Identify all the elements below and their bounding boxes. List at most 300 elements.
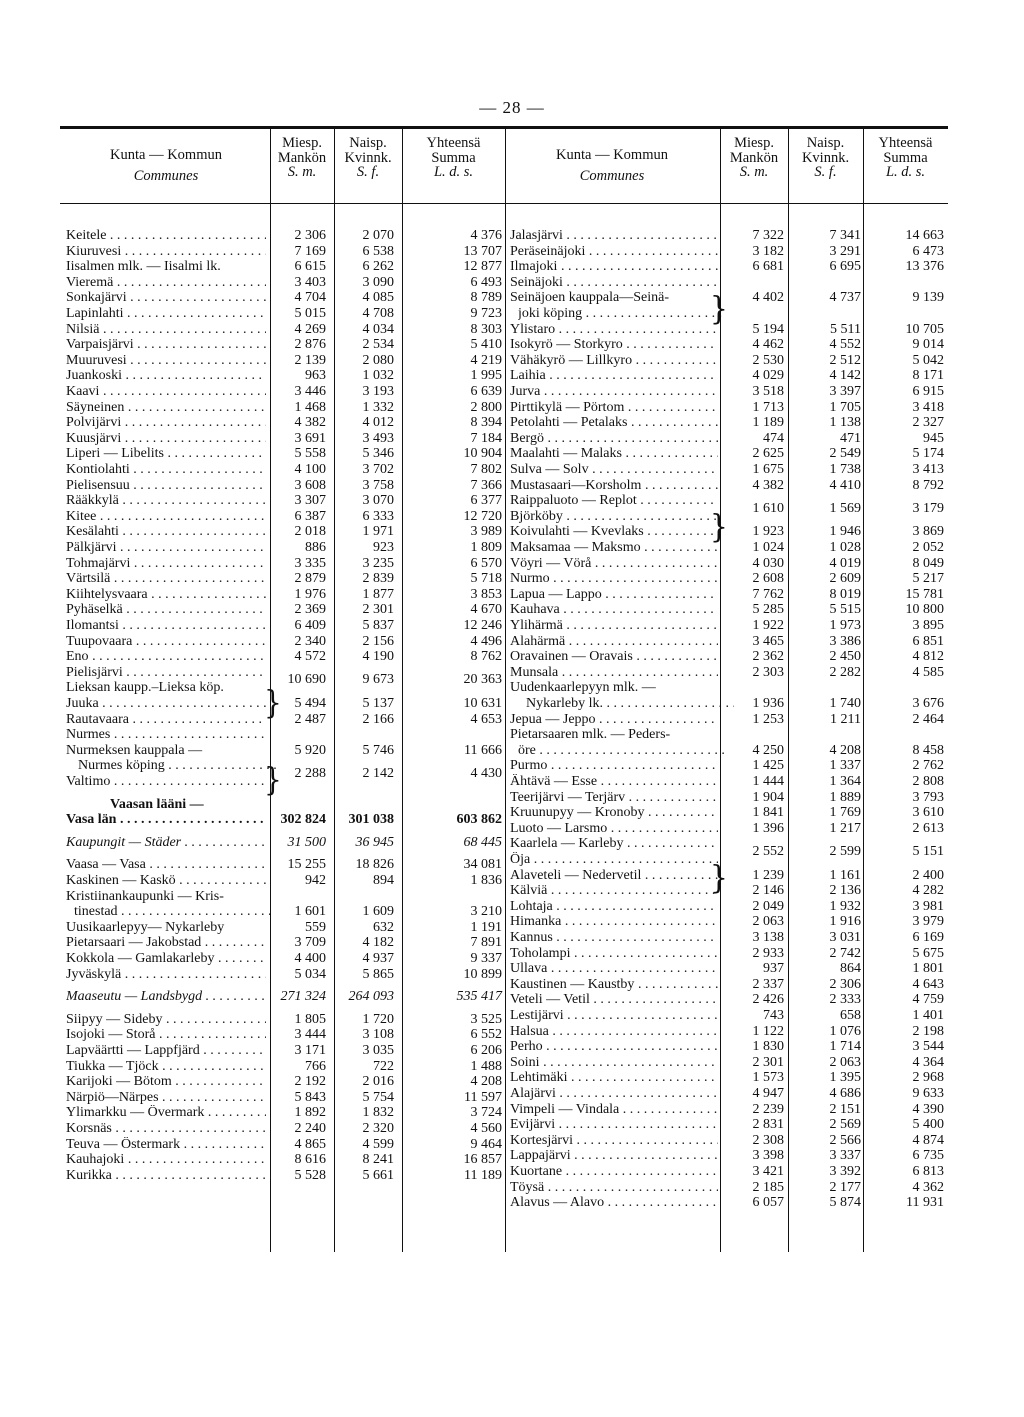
female-count: 6 538 xyxy=(362,243,394,259)
commune-name: Keitele . . . xyxy=(66,228,266,244)
grouping-brace: } xyxy=(710,507,728,546)
female-count: 2 609 xyxy=(829,571,861,587)
male-count: 5 558 xyxy=(294,446,326,462)
table-row xyxy=(506,337,950,353)
table-row xyxy=(506,244,950,260)
male-count: 1 892 xyxy=(294,1105,326,1121)
total-count: 2 464 xyxy=(912,711,944,727)
female-count: 3 031 xyxy=(829,930,861,945)
female-count: 5 874 xyxy=(829,1195,861,1211)
commune-name: Värtsilä . . . xyxy=(66,571,266,587)
commune-name: Peräseinäjoki . . . xyxy=(510,244,718,260)
male-count: 2 625 xyxy=(752,446,784,462)
commune-name: Kiuruvesi . . . xyxy=(66,244,266,260)
male-count: 1 675 xyxy=(752,462,784,477)
female-count: 18 826 xyxy=(355,857,394,873)
total-count: 9 014 xyxy=(912,337,944,353)
total-count: 2 198 xyxy=(912,1023,944,1039)
table-row xyxy=(506,1039,950,1055)
header-summa-label: Summa xyxy=(431,149,476,166)
table-row xyxy=(62,524,506,540)
male-count: 5 920 xyxy=(294,742,326,758)
commune-name: Lestijärvi . . . xyxy=(510,1008,718,1024)
table-row xyxy=(506,727,950,743)
table-row xyxy=(506,914,950,930)
commune-name: Liperi — Libelits . . . xyxy=(66,446,266,462)
table-row xyxy=(506,415,950,431)
male-count: 4 572 xyxy=(294,649,326,665)
female-count: 5 865 xyxy=(362,966,394,982)
commune-name: Lapua — Lappo . . . xyxy=(510,587,718,603)
total-count: 4 653 xyxy=(470,711,502,727)
commune-name: Öja . . . xyxy=(510,852,718,868)
table-row xyxy=(506,618,950,634)
commune-name: Luoto — Larsmo . . . xyxy=(510,821,718,837)
commune-name: Purmo . . . xyxy=(510,758,718,774)
male-count: 2 146 xyxy=(752,883,784,899)
total-count: 3 869 xyxy=(912,524,944,540)
female-count: 2 566 xyxy=(829,1132,861,1148)
commune-name: Isojoki — Storå . . . xyxy=(66,1027,266,1043)
table-row xyxy=(62,446,506,462)
header-rule xyxy=(60,203,948,204)
female-count: 7 341 xyxy=(829,228,861,243)
table-row xyxy=(62,1059,506,1075)
table-row xyxy=(62,1152,506,1168)
table-row xyxy=(506,290,950,306)
total-count: 12 246 xyxy=(463,618,502,633)
header-kvinnk-label: Kvinnk. xyxy=(801,149,850,166)
female-count: 1 916 xyxy=(829,914,861,930)
grouping-brace: } xyxy=(710,289,728,328)
table-row xyxy=(506,368,950,384)
total-count: 34 081 xyxy=(463,857,502,873)
total-count: 68 445 xyxy=(463,834,502,850)
total-count: 5 217 xyxy=(912,571,944,587)
header-communes-label: Communes xyxy=(133,167,199,184)
commune-name: Halsua . . . xyxy=(510,1024,718,1040)
female-count: 471 xyxy=(840,430,861,446)
table-row xyxy=(62,228,506,244)
total-count: 3 981 xyxy=(912,898,944,914)
male-count: 2 288 xyxy=(294,766,326,781)
table-row xyxy=(506,758,950,774)
table-row xyxy=(506,524,950,540)
female-count: 2 156 xyxy=(362,633,394,649)
male-count: 1 610 xyxy=(752,501,784,517)
female-count: 4 142 xyxy=(829,368,861,384)
male-count: 3 398 xyxy=(752,1148,784,1164)
total-count: 12 720 xyxy=(463,508,502,524)
table-row xyxy=(62,1043,506,1059)
header-summa-label: Summa xyxy=(883,149,928,166)
total-count: 6 377 xyxy=(470,493,502,509)
male-count: 15 255 xyxy=(287,857,326,873)
female-count: 1 832 xyxy=(362,1105,394,1121)
male-count: 2 369 xyxy=(294,602,326,618)
total-count: 3 210 xyxy=(470,904,502,920)
table-row xyxy=(62,493,506,509)
total-count: 3 853 xyxy=(470,586,502,602)
total-count: 4 219 xyxy=(470,352,502,368)
male-count: 1 024 xyxy=(752,540,784,555)
total-count: 7 802 xyxy=(470,462,502,477)
table-row xyxy=(62,835,506,851)
table-row xyxy=(506,556,950,572)
female-count: 8 019 xyxy=(829,586,861,602)
female-count: 2 742 xyxy=(829,945,861,961)
male-count: 3 421 xyxy=(752,1164,784,1179)
total-count: 4 496 xyxy=(470,633,502,649)
total-count: 10 631 xyxy=(463,696,502,711)
commune-name: Lappajärvi . . . xyxy=(510,1148,718,1164)
male-count: 2 308 xyxy=(752,1132,784,1148)
commune-name: Nurmo . . . xyxy=(510,571,718,587)
header-sm-label: S. m. xyxy=(287,164,317,180)
male-count: 3 691 xyxy=(294,430,326,446)
male-count: 3 446 xyxy=(294,384,326,399)
female-count: 4 737 xyxy=(829,290,861,306)
commune-name: Bergö . . . xyxy=(510,431,718,447)
table-row xyxy=(62,353,506,369)
female-count: 2 301 xyxy=(362,602,394,618)
commune-name: Teerijärvi — Terjärv . . . xyxy=(510,790,718,806)
grouping-brace: } xyxy=(264,760,282,799)
male-count: 4 947 xyxy=(752,1086,784,1101)
commune-name: Kuortane . . . xyxy=(510,1164,718,1180)
table-row xyxy=(506,478,950,494)
female-count: 1 769 xyxy=(829,805,861,821)
commune-name: Munsala . . . xyxy=(510,665,718,681)
table-row xyxy=(62,618,506,634)
table-row xyxy=(62,951,506,967)
male-count: 2 240 xyxy=(294,1121,326,1136)
female-count: 2 063 xyxy=(829,1054,861,1070)
female-count: 2 306 xyxy=(829,976,861,992)
commune-name: Valtimo . . . xyxy=(66,774,266,790)
table-row xyxy=(62,478,506,494)
table-row xyxy=(506,977,950,993)
commune-name: Lehtimäki . . . xyxy=(510,1070,718,1086)
table-row xyxy=(506,1164,950,1180)
table-row xyxy=(62,889,506,905)
male-count: 2 530 xyxy=(752,352,784,368)
table-row xyxy=(506,899,950,915)
commune-name: Ylistaro . . . xyxy=(510,322,718,338)
total-count: 9 723 xyxy=(470,306,502,321)
male-count: 3 307 xyxy=(294,493,326,509)
total-count: 8 458 xyxy=(912,742,944,758)
female-count: 2 839 xyxy=(362,571,394,587)
female-count: 923 xyxy=(373,540,394,555)
total-count: 4 812 xyxy=(912,649,944,665)
female-count: 5 346 xyxy=(362,446,394,462)
male-count: 4 029 xyxy=(752,368,784,384)
table-row xyxy=(62,904,506,920)
female-count: 5 511 xyxy=(830,321,861,337)
total-count: 10 800 xyxy=(905,602,944,618)
male-count: 4 100 xyxy=(294,462,326,477)
commune-name: Juankoski . . . xyxy=(66,368,266,384)
female-count: 3 493 xyxy=(362,430,394,446)
female-count: 4 208 xyxy=(829,742,861,758)
total-count: 10 904 xyxy=(463,446,502,462)
male-count: 1 189 xyxy=(752,415,784,431)
male-count: 2 552 xyxy=(752,844,784,860)
table-row xyxy=(506,275,950,291)
commune-name: Jepua — Jeppo . . . xyxy=(510,712,718,728)
female-count: 3 291 xyxy=(829,243,861,259)
commune-name: Kitee . . . xyxy=(66,509,266,525)
total-count: 11 666 xyxy=(464,742,502,758)
total-count: 4 430 xyxy=(470,766,502,781)
male-count: 1 841 xyxy=(752,805,784,821)
commune-name: Kurikka . . . xyxy=(66,1168,266,1184)
total-count: 9 337 xyxy=(470,951,502,966)
total-count: 2 400 xyxy=(912,867,944,883)
commune-name: Nurmeksen kauppala — xyxy=(66,742,203,758)
female-count: 4 937 xyxy=(362,951,394,966)
header-sm-label: S. m. xyxy=(739,164,769,180)
male-count: 886 xyxy=(305,540,326,555)
male-count: 1 976 xyxy=(294,586,326,602)
total-count: 7 366 xyxy=(470,477,502,493)
male-count: 3 709 xyxy=(294,935,326,951)
total-count: 10 705 xyxy=(905,321,944,337)
female-count: 3 108 xyxy=(362,1027,394,1043)
table-row xyxy=(506,946,950,962)
male-count: 2 049 xyxy=(752,898,784,914)
table-row xyxy=(506,1133,950,1149)
total-count: 11 189 xyxy=(464,1167,502,1183)
total-count: 5 042 xyxy=(912,352,944,368)
male-count: 2 362 xyxy=(752,649,784,665)
female-count: 1 211 xyxy=(830,711,861,727)
total-count: 4 643 xyxy=(912,976,944,992)
table-row xyxy=(506,446,950,462)
male-count: 3 608 xyxy=(294,477,326,493)
male-count: 5 194 xyxy=(752,321,784,337)
female-count: 5 661 xyxy=(362,1167,394,1183)
header-kunta-label: Kunta — Kommun xyxy=(110,147,222,163)
male-count: 1 830 xyxy=(752,1039,784,1055)
commune-name: Kaavi . . . xyxy=(66,384,266,400)
header-kunta-label: Kunta — Kommun xyxy=(556,147,668,163)
total-count: 3 418 xyxy=(912,399,944,415)
female-count: 1 738 xyxy=(829,462,861,477)
total-count: 1 488 xyxy=(470,1058,502,1074)
commune-name: Veteli — Vetil . . . xyxy=(510,992,718,1008)
header-lds-label: L. d. s. xyxy=(433,164,474,180)
table-row xyxy=(506,1055,950,1071)
table-row xyxy=(62,1105,506,1121)
total-count: 6 473 xyxy=(912,243,944,259)
female-count: 2 534 xyxy=(362,337,394,353)
commune-name: Seinäjoki . . . xyxy=(510,275,718,291)
commune-name: Ähtävä — Esse . . . xyxy=(510,774,718,790)
commune-name: Rautavaara . . . xyxy=(66,712,266,728)
male-count: 3 518 xyxy=(752,384,784,399)
commune-name: Evijärvi . . . xyxy=(510,1117,718,1133)
commune-name: Eno . . . xyxy=(66,649,266,665)
female-count: 1 714 xyxy=(829,1039,861,1055)
female-count: 4 686 xyxy=(829,1086,861,1101)
total-count: 3 895 xyxy=(912,618,944,633)
female-count: 4 012 xyxy=(362,415,394,431)
total-count: 1 836 xyxy=(470,873,502,888)
female-count: 2 549 xyxy=(829,446,861,462)
male-count: 31 500 xyxy=(287,834,326,850)
table-row xyxy=(62,1121,506,1137)
commune-name: Maksamaa — Maksmo . . . xyxy=(510,540,718,556)
female-count: 4 552 xyxy=(829,337,861,353)
total-count: 4 376 xyxy=(470,228,502,243)
table-row xyxy=(62,322,506,338)
table-row xyxy=(62,743,506,759)
male-count: 937 xyxy=(763,961,784,977)
table-row xyxy=(506,431,950,447)
male-count: 3 138 xyxy=(752,930,784,945)
header-miesp-label: Miesp. xyxy=(734,135,774,151)
table-row xyxy=(506,322,950,338)
total-count: 2 762 xyxy=(912,758,944,774)
commune-name: Kauhajoki . . . xyxy=(66,1152,266,1168)
male-count: 3 444 xyxy=(294,1027,326,1043)
commune-name: Nurmes . . . xyxy=(66,727,266,743)
total-count: 3 979 xyxy=(912,914,944,930)
table-row xyxy=(506,774,950,790)
male-count: 6 057 xyxy=(752,1195,784,1211)
table-row xyxy=(506,883,950,899)
total-count: 3 793 xyxy=(912,789,944,805)
male-count: 2 426 xyxy=(752,992,784,1008)
male-count: 2 185 xyxy=(752,1179,784,1195)
table-row xyxy=(506,1086,950,1102)
table-row xyxy=(506,384,950,400)
table-row xyxy=(506,587,950,603)
female-count: 2 450 xyxy=(829,649,861,665)
table-row xyxy=(62,1027,506,1043)
male-count: 766 xyxy=(305,1058,326,1074)
commune-name: Koivulahti — Kvevlaks . . . xyxy=(510,524,718,540)
table-row xyxy=(506,259,950,275)
male-count: 2 192 xyxy=(294,1074,326,1090)
table-row xyxy=(62,696,506,712)
header-naisp-label: Naisp. xyxy=(806,135,845,151)
table-row xyxy=(506,1180,950,1196)
male-count: 6 681 xyxy=(752,259,784,275)
header-naisp-label: Naisp. xyxy=(349,135,387,151)
commune-name: Vieremä . . . xyxy=(66,275,266,291)
table-row xyxy=(62,306,506,322)
commune-name: Lapväärtti — Lappfjärd . . . xyxy=(66,1043,266,1059)
header-naisp-left xyxy=(334,136,402,180)
table-row xyxy=(62,712,506,728)
total-count: 14 663 xyxy=(905,228,944,243)
male-count: 1 805 xyxy=(294,1011,326,1027)
commune-name: Jalasjärvi . . . xyxy=(510,228,718,244)
total-count: 3 179 xyxy=(912,501,944,517)
commune-name: Kannus . . . xyxy=(510,930,718,946)
male-count: 7 322 xyxy=(752,228,784,243)
commune-name: Alajärvi . . . xyxy=(510,1086,718,1102)
commune-name: Isokyrö — Storkyro . . . xyxy=(510,337,718,353)
male-count: 4 382 xyxy=(752,477,784,493)
female-count: 6 695 xyxy=(829,259,861,275)
male-count: 2 139 xyxy=(294,352,326,368)
total-count: 13 376 xyxy=(905,259,944,275)
male-count: 2 876 xyxy=(294,337,326,353)
male-count: 743 xyxy=(763,1008,784,1023)
commune-name: Vähäkyrö — Lillkyro . . . xyxy=(510,353,718,369)
female-count: 1 973 xyxy=(829,618,861,633)
table-row xyxy=(62,290,506,306)
total-count: 4 759 xyxy=(912,992,944,1008)
male-count: 1 573 xyxy=(752,1070,784,1086)
female-count: 2 080 xyxy=(362,352,394,368)
male-count: 4 865 xyxy=(294,1136,326,1152)
total-count: 1 191 xyxy=(470,919,502,935)
table-row xyxy=(62,275,506,291)
male-count: 5 494 xyxy=(294,696,326,711)
total-count: 4 364 xyxy=(912,1054,944,1070)
commune-name: Seinäjoen kauppala—Seinä- xyxy=(510,290,670,306)
table-row xyxy=(62,649,506,665)
table-row xyxy=(62,556,506,572)
table-row xyxy=(62,1074,506,1090)
female-count: 301 038 xyxy=(348,812,394,828)
table-row xyxy=(62,244,506,260)
grouping-brace: } xyxy=(710,858,728,897)
table-row xyxy=(506,228,950,244)
commune-name: Töysä . . . xyxy=(510,1180,718,1196)
total-count: 5 410 xyxy=(470,337,502,353)
commune-name: Vaasa — Vasa . . . xyxy=(66,857,266,873)
female-count: 1 705 xyxy=(829,399,861,415)
female-count: 894 xyxy=(373,873,394,888)
commune-name: Lieksan kaupp.–Lieksa köp. xyxy=(66,680,224,696)
commune-name: Ylihärmä . . . xyxy=(510,618,718,634)
female-count: 5 746 xyxy=(362,742,394,758)
table-row xyxy=(506,1148,950,1164)
table-row xyxy=(506,571,950,587)
table-row xyxy=(506,868,950,884)
table-row xyxy=(506,696,950,712)
table-row xyxy=(62,462,506,478)
commune-name: Iisalmen mlk. — Iisalmi lk. xyxy=(66,259,221,275)
total-count: 9 633 xyxy=(912,1086,944,1101)
table-row xyxy=(506,634,950,650)
commune-name: Mustasaari—Korsholm . . . xyxy=(510,478,718,494)
commune-name: Vasa län . . . xyxy=(66,812,266,828)
commune-name: Ilmajoki . . . xyxy=(510,259,718,275)
male-count: 5 843 xyxy=(294,1089,326,1105)
header-kunta-left xyxy=(66,148,266,183)
commune-name: Muuruvesi . . . xyxy=(66,353,266,369)
header-mankon-label: Mankön xyxy=(729,149,779,166)
commune-name: Kristiinankaupunki — Kris- xyxy=(66,888,224,904)
male-count: 2 933 xyxy=(752,945,784,961)
commune-name: Vöyri — Vörå . . . xyxy=(510,556,718,572)
total-count: 5 151 xyxy=(912,844,944,860)
commune-name: Karijoki — Bötom . . . xyxy=(66,1074,266,1090)
total-count: 3 724 xyxy=(470,1105,502,1121)
total-count: 5 675 xyxy=(912,945,944,961)
header-communes-label: Communes xyxy=(579,167,645,184)
female-count: 2 016 xyxy=(362,1074,394,1090)
table-row xyxy=(506,712,950,728)
total-count: 6 570 xyxy=(470,555,502,571)
